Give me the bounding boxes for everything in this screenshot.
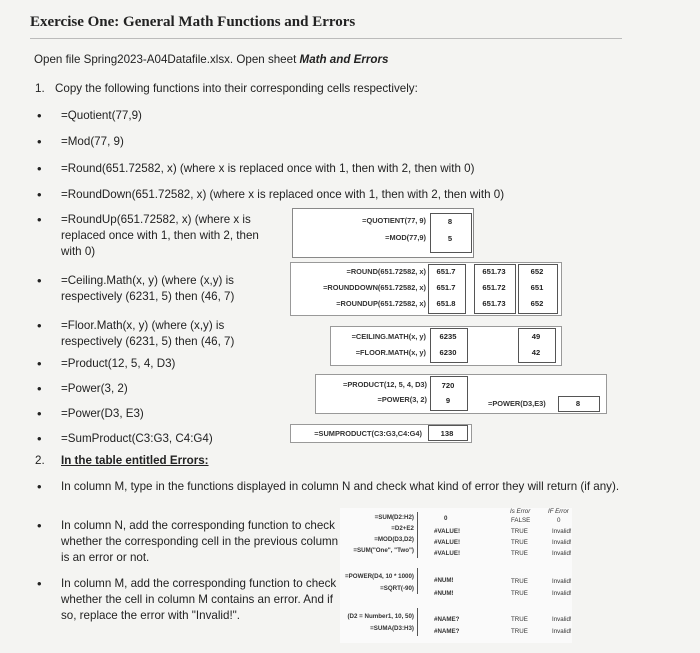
iserror-value: TRUE	[511, 578, 528, 585]
error-value: #VALUE!	[434, 528, 461, 535]
intro-text: Open file Spring2023-A04Datafile.xlsx. Open sheet	[34, 53, 300, 66]
q1-item-roundup: =RoundUp(651.72582, x) (where x is replaced once with 1, then with 2, then with 0)	[61, 213, 259, 258]
result-cell: 9	[445, 396, 451, 405]
result-cell: 6235	[439, 332, 457, 341]
q1-item-mod: =Mod(77, 9)	[61, 135, 124, 148]
result-cell: 652	[530, 299, 544, 308]
title-divider	[30, 38, 622, 39]
iserror-value: TRUE	[511, 528, 528, 535]
formula-label: =MOD(77,9)	[385, 233, 426, 242]
bullet-dot: •	[37, 431, 42, 446]
formula-label: =SUMPRODUCT(C3:G3,C4:G4)	[314, 429, 422, 438]
bullet-dot: •	[37, 381, 42, 396]
result-cell: 720	[441, 381, 455, 390]
q1-item-round: =Round(651.72582, x) (where x is replaced once with 1, then with 2, then with 0)	[61, 162, 475, 175]
bullet-dot: •	[37, 108, 42, 123]
iferror-value: Invalid!	[552, 550, 572, 557]
error-formula: (D2 = Number1, 10, 50)	[347, 613, 414, 620]
header-if-error: IF Error	[548, 508, 569, 515]
error-formula: =SUM("One", "Two")	[353, 547, 414, 554]
bullet-dot: •	[37, 273, 42, 288]
result-cell: 651	[530, 283, 544, 292]
q2-number: 2.	[35, 454, 45, 467]
sheet-name: Math and Errors	[299, 53, 389, 66]
iferror-value: Invalid!	[552, 528, 572, 535]
iferror-value: Invalid!	[552, 616, 572, 623]
bullet-dot: •	[37, 318, 42, 333]
error-formula: =MOD(D3,D2)	[374, 536, 414, 543]
result-cell: 652	[530, 267, 544, 276]
bullet-dot: •	[37, 479, 42, 494]
error-value: 0	[444, 515, 448, 522]
q1-item-power-ref: =Power(D3, E3)	[61, 407, 144, 420]
bullet-dot: •	[37, 406, 42, 421]
formula-label: =ROUNDUP(651.72582, x)	[336, 299, 426, 308]
result-cell: 49	[531, 332, 541, 341]
result-cell: 6230	[439, 348, 457, 357]
formula-label: =PRODUCT(12, 5, 4, D3)	[343, 380, 427, 389]
iserror-value: TRUE	[511, 628, 528, 635]
iserror-value: TRUE	[511, 539, 528, 546]
result-cell: 8	[447, 217, 453, 226]
iserror-value: TRUE	[511, 550, 528, 557]
result-cell: 5	[447, 234, 453, 243]
result-cell: 651.72	[482, 283, 506, 292]
error-formula: =D2+E2	[391, 525, 414, 532]
q1-item-floor: =Floor.Math(x, y) (where (x,y) is respectively (6231, 5) then (46, 7)	[61, 319, 235, 348]
q1-item-product: =Product(12, 5, 4, D3)	[61, 357, 176, 370]
iferror-value: Invalid!	[552, 590, 572, 597]
bullet-dot: •	[37, 161, 42, 176]
result-cell: 651.7	[436, 283, 456, 292]
header-is-error: Is Error	[510, 508, 531, 515]
formula-label: =ROUND(651.72582, x)	[346, 267, 426, 276]
page-title: Exercise One: General Math Functions and Errors	[30, 14, 356, 30]
iferror-value: 0	[557, 517, 561, 524]
column-divider	[417, 568, 418, 594]
result-cell: 651.73	[482, 267, 506, 276]
q1-item-power: =Power(3, 2)	[61, 382, 128, 395]
q1-item-sumproduct: =SumProduct(C3:G3, C4:G4)	[61, 432, 213, 445]
iserror-value: TRUE	[511, 590, 528, 597]
bullet-dot: •	[37, 576, 42, 591]
q2-item-iferror: In column M, add the corresponding function to check whether the cell in column M contains an error. And if so, replace the error with "Invalid!".	[61, 577, 337, 622]
intro-line	[34, 52, 388, 68]
result-cell: 8	[575, 399, 581, 408]
q1-item-rounddown: =RoundDown(651.72582, x) (where x is replaced once with 1, then with 2, then with 0)	[61, 188, 505, 201]
column-divider	[417, 512, 418, 558]
q1-number: 1.	[35, 82, 45, 95]
error-value: #NUM!	[434, 590, 454, 597]
formula-label: =CEILING.MATH(x, y)	[351, 332, 426, 341]
bullet-dot: •	[37, 187, 42, 202]
q1-item-quotient: =Quotient(77,9)	[61, 109, 142, 122]
result-cell: 651.7	[436, 267, 456, 276]
result-cell: 138	[440, 429, 454, 438]
error-value: #VALUE!	[434, 550, 461, 557]
formula-label: =POWER(D3,E3)	[488, 399, 546, 408]
bullet-dot: •	[37, 356, 42, 371]
column-divider	[417, 608, 418, 636]
iserror-value: FALSE	[511, 517, 531, 524]
error-formula: =SQRT(-90)	[380, 585, 414, 592]
error-value: #NAME?	[434, 616, 460, 623]
q2-heading: In the table entitled Errors:	[61, 454, 209, 467]
iferror-value: Invalid!	[552, 578, 572, 585]
formula-label: =ROUNDDOWN(651.72582, x)	[323, 283, 426, 292]
q1-text: Copy the following functions into their corresponding cells respectively:	[55, 82, 418, 95]
q2-item-iserror: In column N, add the corresponding function to check whether the corresponding cell in the previous column is an error or not.	[61, 519, 339, 564]
error-value: #NUM!	[434, 577, 454, 584]
q1-item-ceiling: =Ceiling.Math(x, y) (where (x,y) is respectively (6231, 5) then (46, 7)	[61, 274, 235, 303]
error-formula: =POWER(D4, 10 * 1000)	[345, 573, 414, 580]
error-formula: =SUMA(D3:H3)	[370, 625, 414, 632]
bullet-dot: •	[37, 134, 42, 149]
formula-label: =POWER(3, 2)	[377, 395, 427, 404]
bullet-dot: •	[37, 518, 42, 533]
iferror-value: Invalid!	[552, 628, 572, 635]
error-formula: =SUM(D2:H2)	[374, 514, 414, 521]
error-value: #VALUE!	[434, 539, 461, 546]
result-cell: 651.73	[482, 299, 506, 308]
bullet-dot: •	[37, 212, 42, 227]
q2-item-type-functions: In column M, type in the functions displayed in column N and check what kind of error they will return (if any).	[61, 480, 620, 493]
formula-label: =FLOOR.MATH(x, y)	[355, 348, 426, 357]
iserror-value: TRUE	[511, 616, 528, 623]
formula-label: =QUOTIENT(77, 9)	[362, 216, 426, 225]
error-value: #NAME?	[434, 628, 460, 635]
result-cell: 42	[531, 348, 541, 357]
result-cell: 651.8	[436, 299, 456, 308]
iferror-value: Invalid!	[552, 539, 572, 546]
